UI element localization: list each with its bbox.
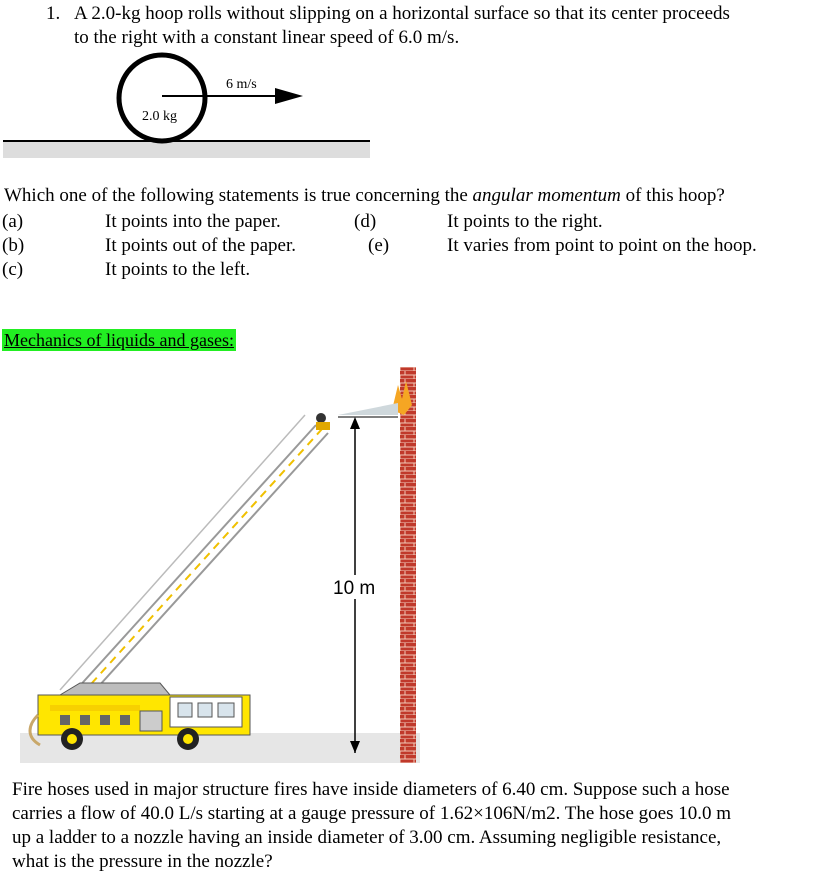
hoop-icon (119, 55, 205, 141)
section-heading: Mechanics of liquids and gases: (4, 330, 234, 350)
ladder (60, 415, 328, 698)
option-b-text: It points out of the paper. (105, 235, 297, 256)
hoop-figure (0, 48, 380, 168)
stem-text-end: of this hoop? (620, 185, 725, 206)
option-c-text: It points to the left. (105, 259, 251, 280)
problem-2-line-1: Fire hoses used in major structure fires have inside diameters of 6.40 cm. Suppose such a hose (12, 779, 730, 800)
problem-1-line-1: A 2.0-kg hoop rolls without slipping on a horizontal surface so that its center proceeds (74, 3, 730, 24)
option-a-letter: (a) (2, 211, 24, 232)
dimension-arrow-up-icon (350, 417, 360, 429)
option-e-text: It varies from point to point on the hoop. (447, 235, 757, 256)
option-c-letter: (c) (2, 259, 24, 280)
nozzle (316, 422, 330, 430)
problem-2 (12, 778, 812, 874)
height-label: 10 m (333, 578, 376, 599)
problem-2-line-4: what is the pressure in the nozzle? (12, 851, 273, 872)
stem-text: Which one of the following statements is true concerning the (4, 185, 473, 206)
stem-emphasis: angular momentum (472, 185, 621, 206)
brick-wall (400, 367, 416, 763)
question-stem (4, 185, 725, 207)
water-spray (338, 403, 398, 415)
ground-surface (3, 140, 370, 158)
firefighter-icon (316, 413, 326, 423)
option-d-letter: (d) (354, 211, 377, 232)
option-e-letter: (e) (368, 235, 390, 256)
mass-label: 2.0 kg (142, 109, 177, 124)
problem-2-line-2: carries a flow of 40.0 L/s starting at a gauge pressure of 1.62×106N/m2. The hose goes 10.0 m (12, 803, 732, 824)
option-b-letter: (b) (2, 235, 25, 256)
option-d-text: It points to the right. (447, 211, 603, 232)
fire-truck-figure (20, 355, 430, 767)
problem-number: 1. (46, 3, 61, 24)
option-a-text: It points into the paper. (105, 211, 281, 232)
problem-2-line-3: up a ladder to a nozzle having an inside diameter of 3.00 cm. Assuming negligible resistance, (12, 827, 722, 848)
problem-1-line-2: to the right with a constant linear speed of 6.0 m/s. (74, 27, 460, 48)
velocity-arrowhead-icon (275, 88, 303, 104)
velocity-label: 6 m/s (226, 77, 257, 92)
